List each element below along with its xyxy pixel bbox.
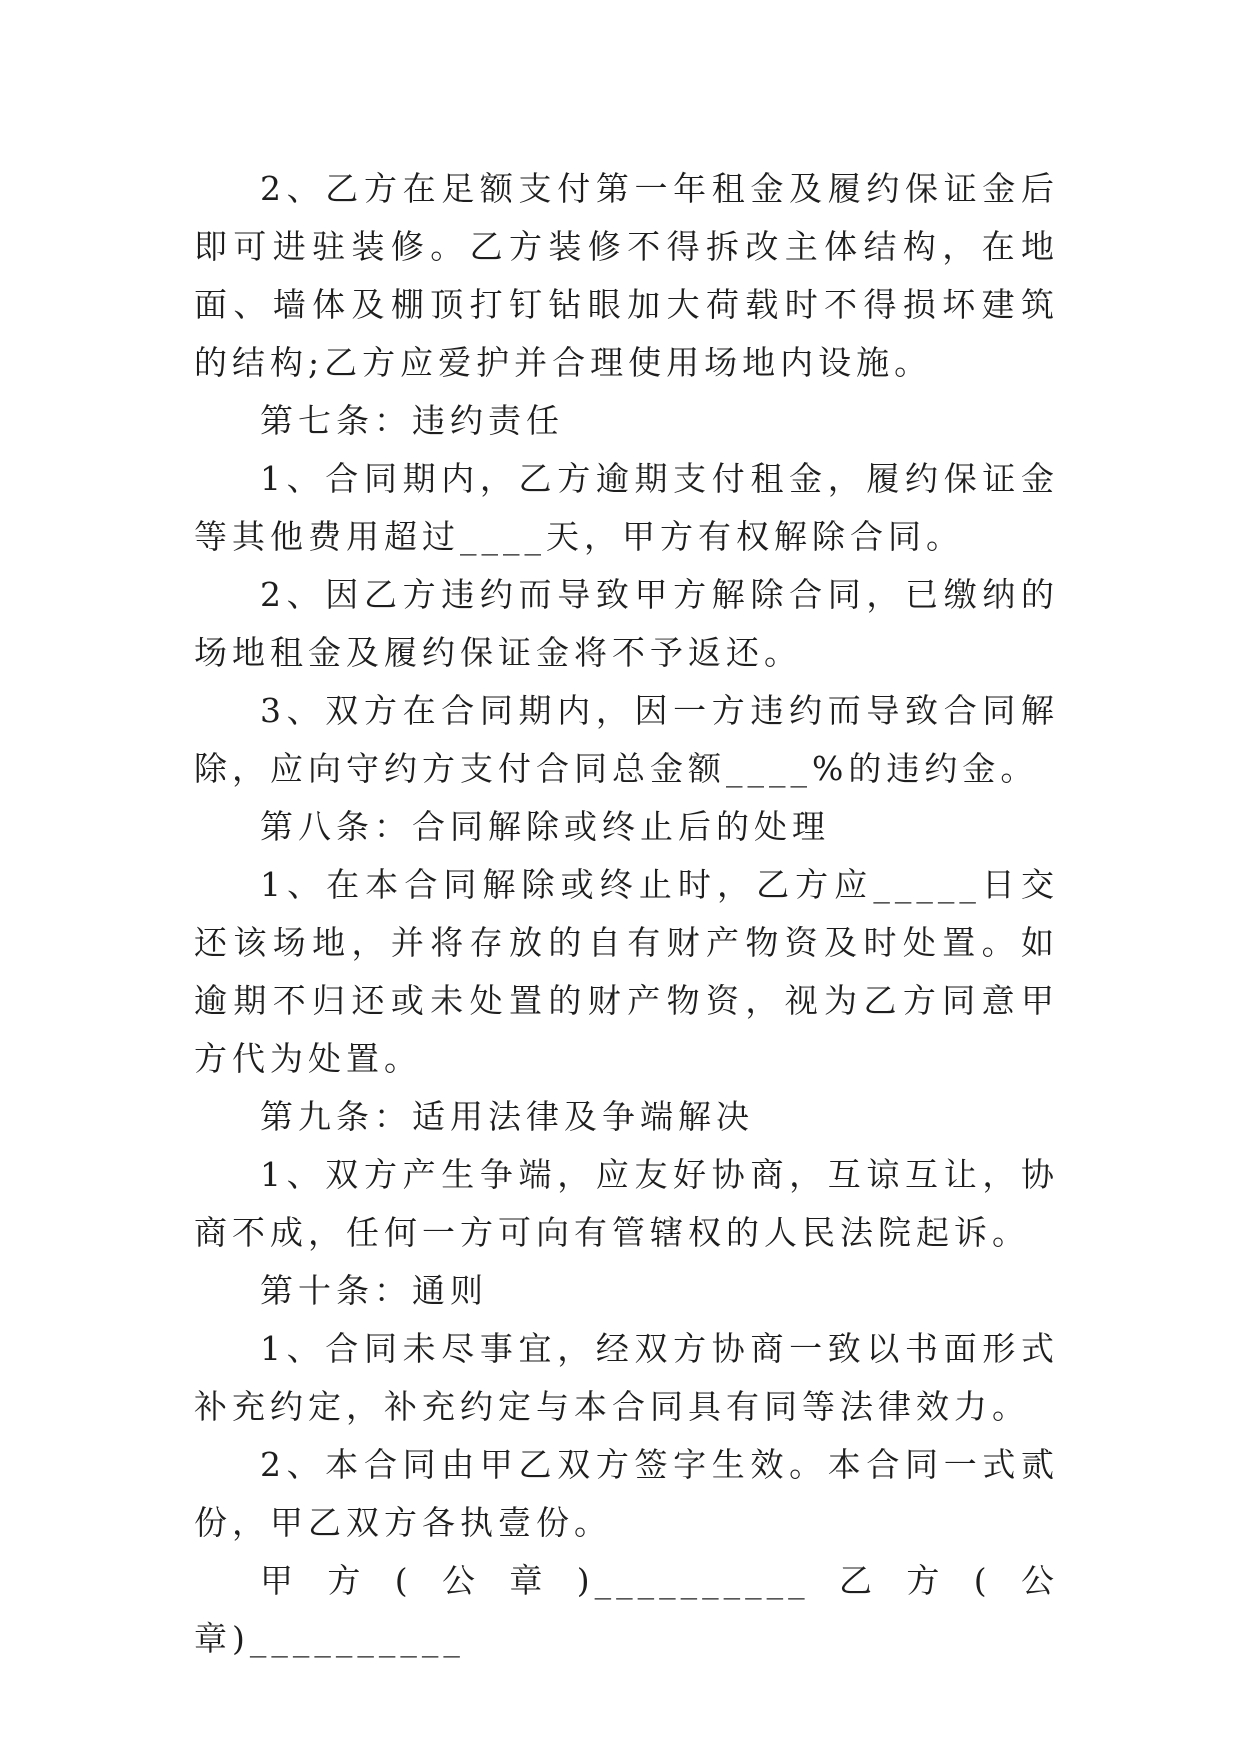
clause-10-item-1: 1、合同未尽事宜，经双方协商一致以书面形式补充约定，补充约定与本合同具有同等法律效力。: [194, 1329, 1059, 1426]
clause-10-item-2: 2、本合同由甲乙双方签字生效。本合同一式贰份，甲乙双方各执壹份。: [194, 1445, 1059, 1542]
article-7-heading: 第七条：违约责任: [260, 401, 564, 440]
clause-9-item-1: 1、双方产生争端，应友好协商，互谅互让，协商不成，任何一方可向有管辖权的人民法院起诉。: [194, 1155, 1059, 1252]
signature-line: 甲方(公章)__________乙方(公章)__________: [194, 1561, 1059, 1658]
clause-7-item-2: 2、因乙方违约而导致甲方解除合同，已缴纳的场地租金及履约保证金将不予返还。: [194, 575, 1059, 672]
article-8-heading: 第八条：合同解除或终止后的处理: [260, 807, 830, 846]
clause-7-item-1: 1、合同期内，乙方逾期支付租金，履约保证金等其他费用超过____天，甲方有权解除合同。: [194, 459, 1059, 556]
document-body: [194, 160, 1059, 1668]
article-9-heading: 第九条：适用法律及争端解决: [260, 1097, 754, 1136]
clause-7-item-3: 3、双方在合同期内，因一方违约而导致合同解除，应向守约方支付合同总金额____%的违约金。: [194, 691, 1059, 788]
clause-6-item-2: 2、乙方在足额支付第一年租金及履约保证金后即可进驻装修。乙方装修不得拆改主体结构，在地面、墙体及棚顶打钉钻眼加大荷载时不得损坏建筑的结构;乙方应爱护并合理使用场地内设施。: [194, 169, 1059, 382]
article-10-heading: 第十条：通则: [260, 1271, 488, 1310]
clause-8-item-1: 1、在本合同解除或终止时，乙方应_____日交还该场地，并将存放的自有财产物资及时处置。如逾期不归还或未处置的财产物资，视为乙方同意甲方代为处置。: [194, 865, 1059, 1078]
